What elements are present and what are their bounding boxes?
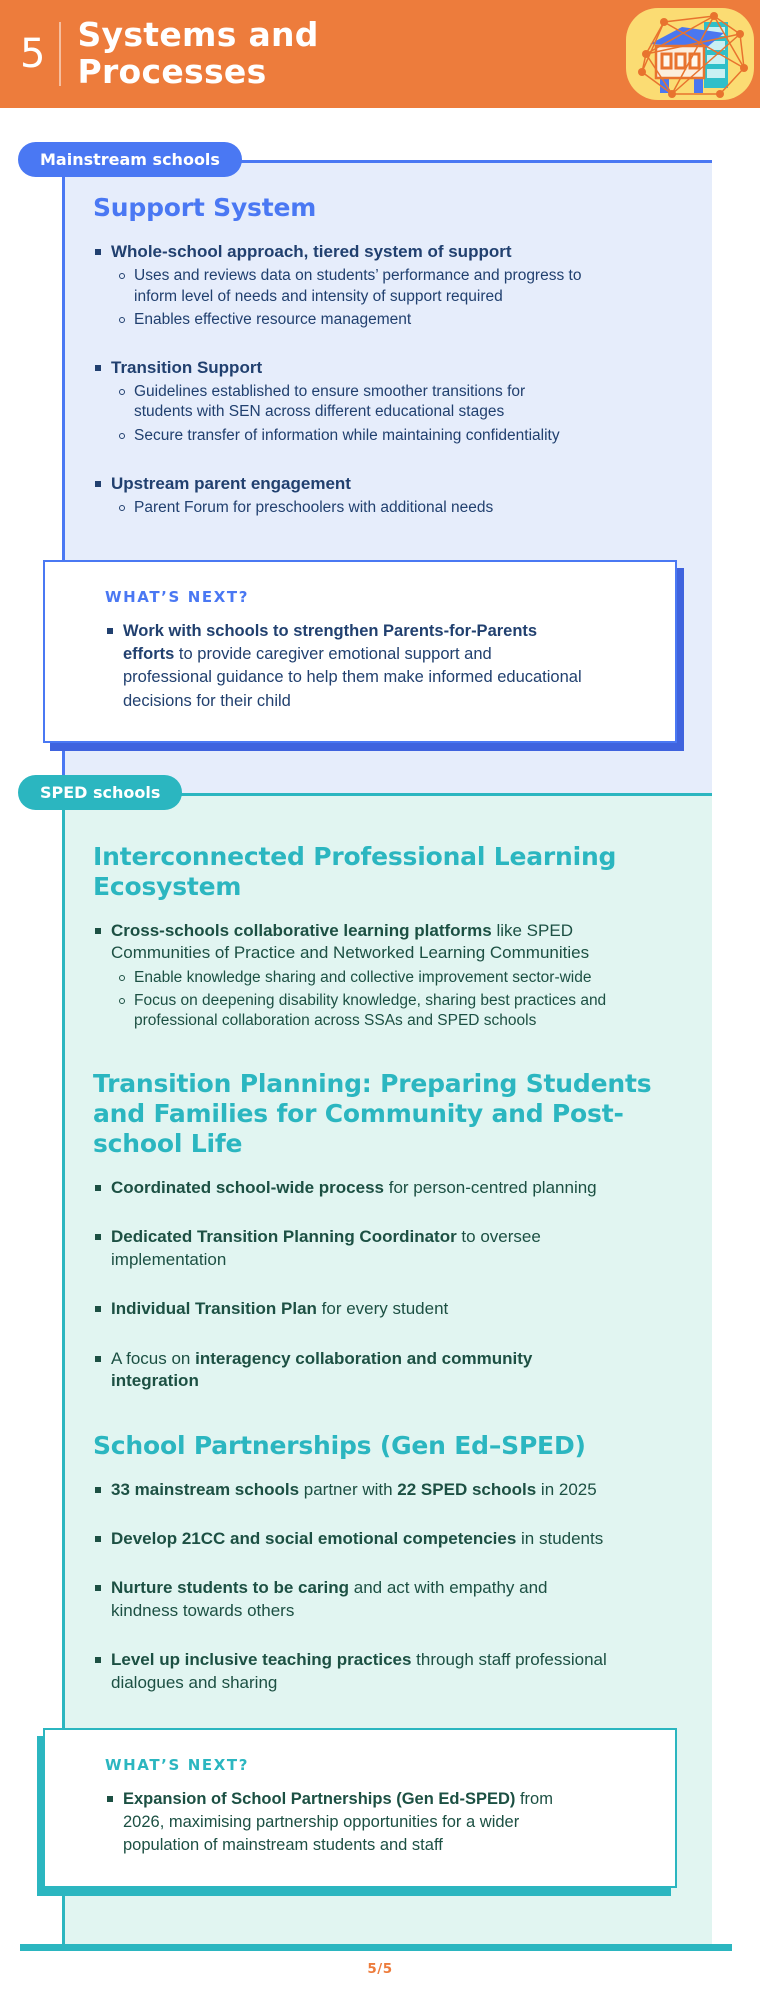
bottom-accent-bar — [20, 1944, 732, 1951]
lead-line — [93, 357, 686, 379]
lead-text: Cross-schools collaborative learning platforms like SPED Communities of Practice and Networked Learning Communities — [111, 920, 590, 963]
square-bullet — [95, 1657, 101, 1663]
sub-line — [119, 382, 686, 422]
square-bullet — [107, 1796, 113, 1802]
sub-text: Focus on deepening disability knowledge, sharing best practices and professional collaboration across SSAs and SPED schools — [134, 991, 607, 1029]
lead-text: Nurture students to be caring and act with empathy and kindness towards others — [111, 1578, 548, 1620]
section-number: 5 — [20, 31, 46, 77]
lead-text: Coordinated school-wide process for person-centred planning — [111, 1177, 597, 1197]
sub-line — [119, 266, 686, 306]
whats-next-box-mainstream — [43, 560, 677, 742]
page-number: 5/5 — [367, 1960, 393, 1977]
sub-text: Guidelines established to ensure smoother transitions for students with SEN across different educational stages — [134, 383, 526, 421]
bullet-item — [93, 1479, 686, 1501]
lead-line — [105, 620, 645, 712]
circle-bullet — [119, 317, 125, 323]
lead-text: Develop 21CC and social emotional competencies in students — [111, 1529, 604, 1549]
whats-next-text: Work with schools to strengthen Parents-for-Parents efforts to provide caregiver emotional support and professional guidance to help them make informed educational decisions for their child — [123, 622, 582, 710]
square-bullet — [95, 249, 101, 255]
support-system-heading: Support System — [93, 193, 317, 222]
mainstream-schools-tag: Mainstream schools — [18, 142, 242, 177]
page-title: Systems and Processes — [77, 15, 319, 91]
sub-text: Secure transfer of information while maintaining confidentiality — [134, 426, 560, 444]
sub-text: Enables effective resource management — [134, 310, 412, 328]
lead-text: Whole-school approach, tiered system of support — [111, 242, 512, 261]
lead-text: 33 mainstream schools partner with 22 SPED schools in 2025 — [111, 1479, 597, 1499]
lead-line — [93, 920, 686, 965]
bullet-item — [93, 241, 686, 330]
lead-line — [93, 1298, 686, 1320]
bullet-item — [93, 1528, 686, 1550]
panel-spacer — [65, 1888, 712, 1944]
lead-line — [105, 1788, 645, 1857]
bullet-item — [93, 1577, 686, 1622]
square-bullet — [95, 928, 101, 934]
circle-bullet — [119, 389, 125, 395]
bullet-item — [93, 1226, 686, 1271]
sub-line — [119, 991, 686, 1031]
square-bullet — [95, 365, 101, 371]
lead-text: A focus on interagency collaboration and community integration — [111, 1348, 533, 1391]
bullet-item — [93, 473, 686, 519]
lead-line — [93, 1528, 686, 1550]
lead-text: Transition Support — [111, 357, 263, 377]
page-header — [0, 0, 760, 108]
lead-text: Individual Transition Plan for every student — [111, 1299, 449, 1319]
sub-line — [119, 310, 686, 330]
lead-line — [93, 241, 686, 263]
whats-next-label: WHAT’S NEXT? — [105, 588, 249, 607]
square-bullet — [107, 628, 113, 634]
lead-line — [93, 1177, 686, 1199]
sub-line — [119, 426, 686, 446]
square-bullet — [95, 1306, 101, 1312]
bullet-item — [93, 357, 686, 446]
header-divider — [59, 22, 61, 86]
square-bullet — [95, 1487, 101, 1493]
square-bullet — [95, 1585, 101, 1591]
lead-text: Dedicated Transition Planning Coordinator to oversee implementation — [111, 1227, 541, 1269]
sub-text: Uses and reviews data on students’ performance and progress to inform level of needs and intensity of support required — [134, 267, 582, 305]
sped-schools-tag: SPED schools — [18, 775, 182, 810]
bullet-item — [93, 1649, 686, 1694]
learning-ecosystem-heading: Interconnected Professional Learning Ecosystem — [93, 841, 617, 901]
sped-section — [40, 782, 712, 1944]
school-network-graphic — [626, 8, 754, 100]
lead-line — [93, 1226, 686, 1271]
circle-bullet — [119, 433, 125, 439]
sped-content — [65, 842, 712, 1695]
lead-text: Level up inclusive teaching practices through staff professional dialogues and sharing — [111, 1650, 607, 1692]
circle-bullet — [119, 998, 125, 1004]
lead-line — [93, 1649, 686, 1694]
sub-line — [119, 968, 686, 988]
bullet-item — [93, 920, 686, 1031]
school-partnerships-heading: School Partnerships (Gen Ed–SPED) — [93, 1430, 586, 1460]
mainstream-content — [65, 193, 712, 518]
circle-bullet — [119, 273, 125, 279]
square-bullet — [95, 1185, 101, 1191]
circle-bullet — [119, 975, 125, 981]
square-bullet — [95, 481, 101, 487]
square-bullet — [95, 1536, 101, 1542]
sub-text: Parent Forum for preschoolers with additional needs — [134, 499, 494, 517]
page-footer — [0, 1961, 760, 1977]
transition-planning-heading: Transition Planning: Preparing Students and Families for Community and Post-school Life — [93, 1068, 652, 1158]
whats-next-label: WHAT’S NEXT? — [105, 1756, 249, 1775]
square-bullet — [95, 1356, 101, 1362]
sub-line — [119, 498, 686, 518]
square-bullet — [95, 1234, 101, 1240]
lead-line — [93, 473, 686, 495]
sub-text: Enable knowledge sharing and collective improvement sector-wide — [134, 968, 592, 986]
whats-next-text: Expansion of School Partnerships (Gen Ed-SPED) from 2026, maximising partnership opportunities for a wider population of mainstream students and staff — [123, 1790, 553, 1855]
bullet-item — [93, 1298, 686, 1320]
whats-next-box-sped — [43, 1728, 677, 1887]
bullet-item — [93, 1177, 686, 1199]
lead-line — [93, 1348, 686, 1393]
school-network-icon — [626, 8, 754, 100]
circle-bullet — [119, 505, 125, 511]
lead-line — [93, 1479, 686, 1501]
lead-line — [93, 1577, 686, 1622]
lead-text: Upstream parent engagement — [111, 473, 351, 493]
bullet-item — [93, 1348, 686, 1393]
